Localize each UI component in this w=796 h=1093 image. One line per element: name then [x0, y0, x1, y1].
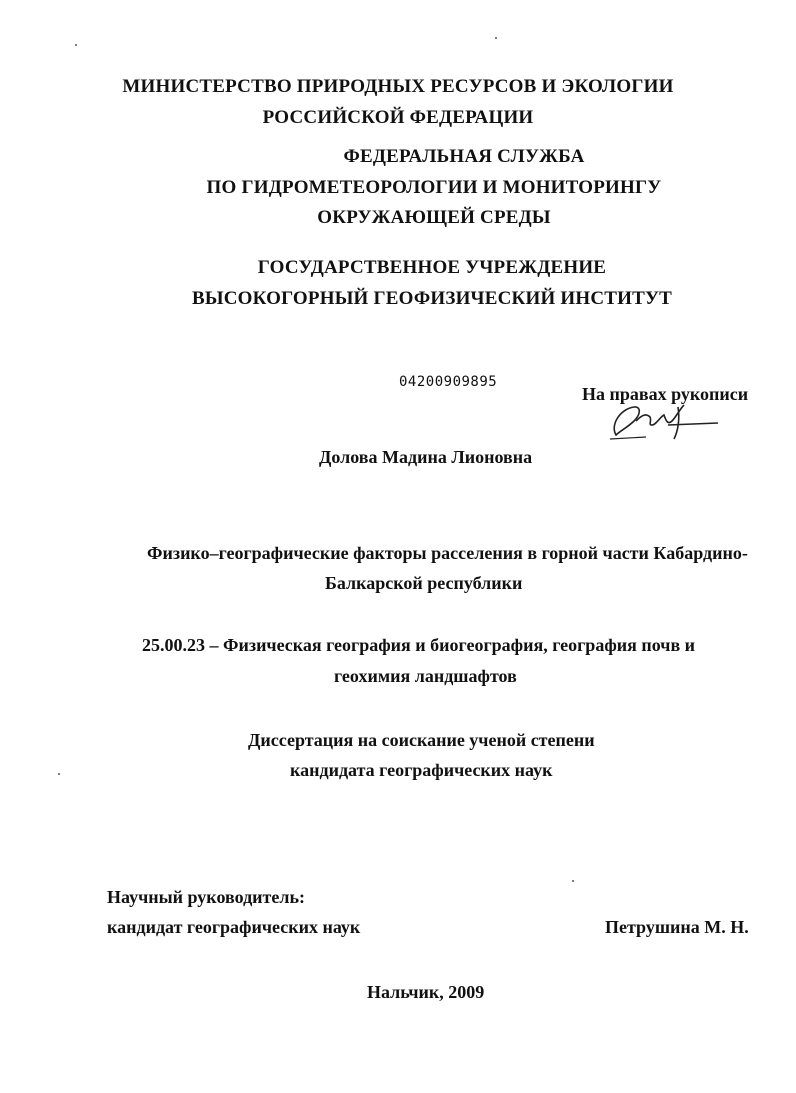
- scan-speck: [75, 44, 77, 46]
- ministry-line-1: МИНИСТЕРСТВО ПРИРОДНЫХ РЕСУРСОВ И ЭКОЛОГИИ: [122, 76, 674, 97]
- place-year: Нальчик, 2009: [367, 982, 485, 1002]
- manuscript-rights: На правах рукописи: [582, 384, 749, 404]
- scan-speck: [58, 773, 60, 775]
- service-line-3: ОКРУЖАЮЩЕЙ СРЕДЫ: [317, 207, 551, 228]
- scan-speck: [572, 880, 574, 882]
- institution-line-1: ГОСУДАРСТВЕННОЕ УЧРЕЖДЕНИЕ: [257, 257, 607, 278]
- thesis-title-line-2: Балкарской республики: [325, 573, 523, 593]
- degree-line-2: кандидата географических наук: [290, 760, 553, 780]
- catalog-number: 04200909895: [399, 374, 498, 390]
- scan-speck: [495, 37, 497, 39]
- author-name: Долова Мадина Лионовна: [319, 447, 533, 467]
- specialty-line-2: геохимия ландшафтов: [334, 666, 517, 686]
- institution-line-2: ВЫСОКОГОРНЫЙ ГЕОФИЗИЧЕСКИЙ ИНСТИТУТ: [192, 288, 672, 309]
- signature-image: [606, 395, 726, 445]
- service-line-1: ФЕДЕРАЛЬНАЯ СЛУЖБА: [343, 146, 585, 167]
- specialty-line-1: 25.00.23 – Физическая география и биогеография, география почв и: [142, 635, 696, 655]
- degree-line-1: Диссертация на соискание ученой степени: [248, 730, 595, 750]
- supervisor-label: Научный руководитель:: [107, 887, 305, 907]
- ministry-line-2: РОССИЙСКОЙ ФЕДЕРАЦИИ: [262, 107, 534, 128]
- service-line-2: ПО ГИДРОМЕТЕОРОЛОГИИ И МОНИТОРИНГУ: [206, 177, 662, 198]
- supervisor-title: кандидат географических наук: [107, 917, 361, 937]
- supervisor-name: Петрушина М. Н.: [605, 917, 749, 937]
- thesis-title-line-1: Физико–географические факторы расселения в горной части Кабардино-: [147, 543, 748, 563]
